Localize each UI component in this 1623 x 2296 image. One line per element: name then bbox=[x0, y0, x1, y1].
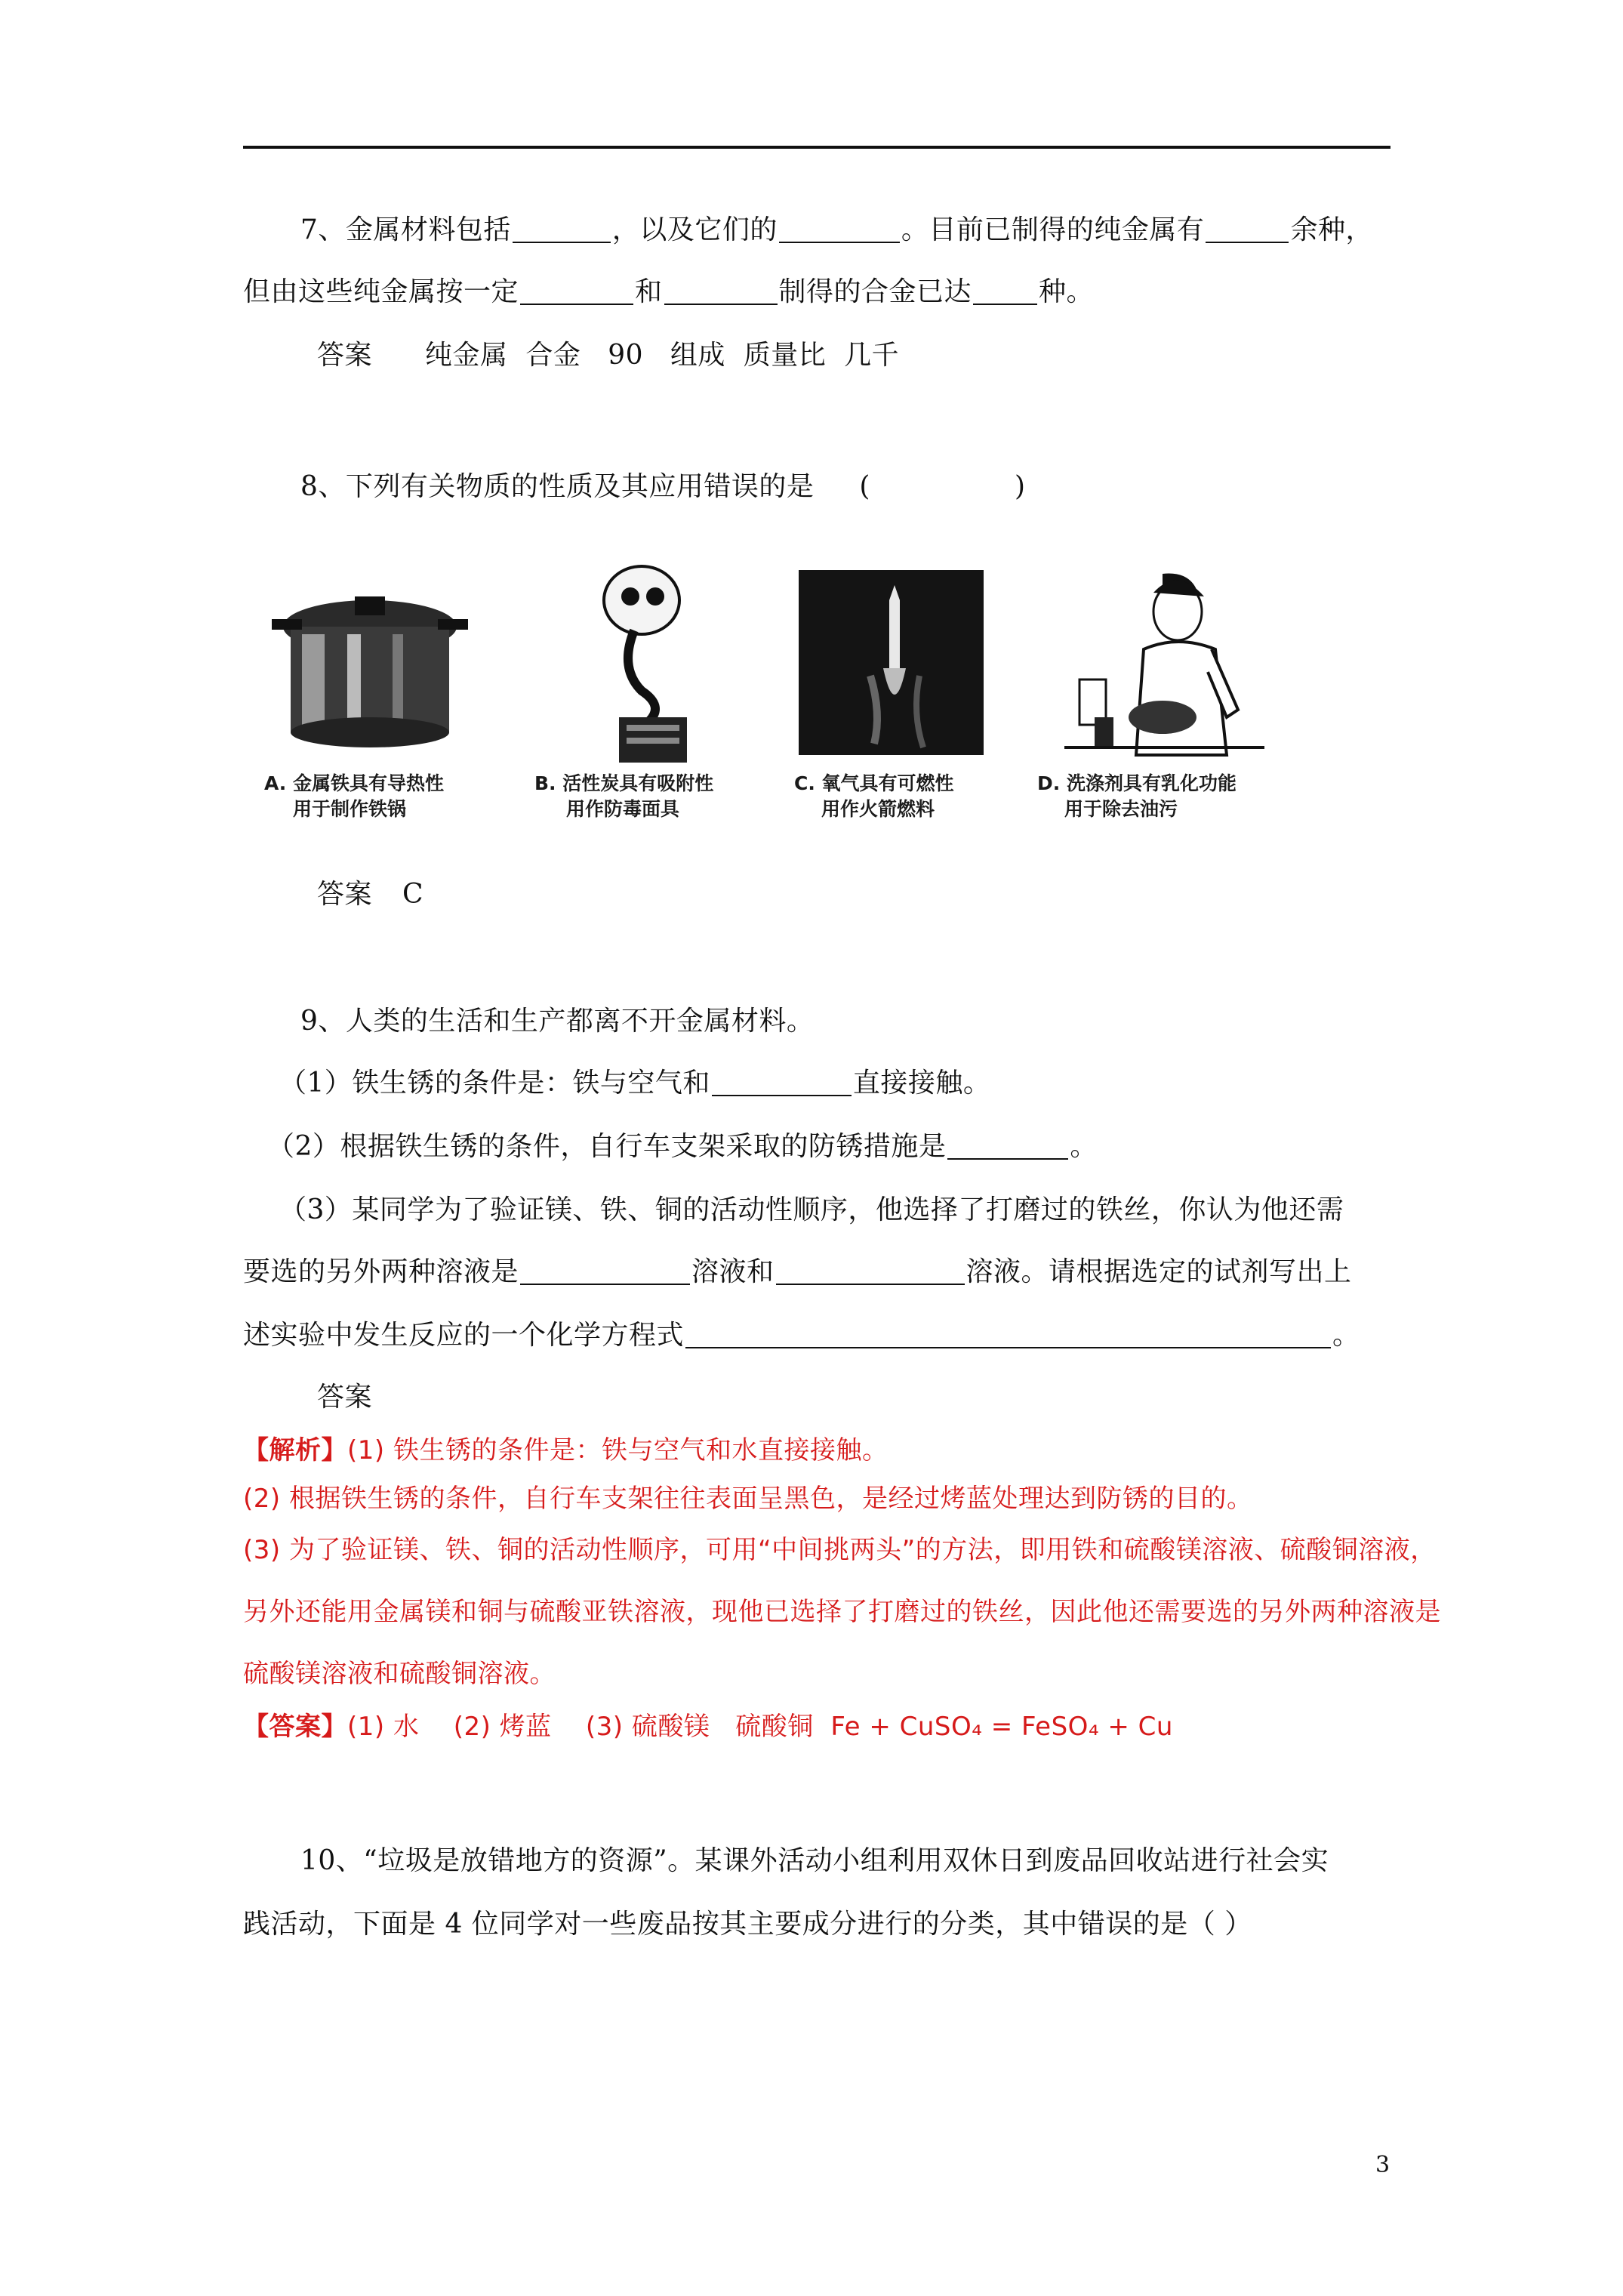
jiexi-tag: 【解析】 bbox=[243, 1435, 347, 1465]
answer-text: 纯金属 合金 90 组成 质量比 几千 bbox=[425, 340, 900, 371]
q9-text: （1）铁生锈的条件是：铁与空气和 bbox=[279, 1068, 710, 1099]
blank bbox=[513, 213, 611, 243]
q9-text: 要选的另外两种溶液是 bbox=[243, 1256, 519, 1287]
q7-text: 和 bbox=[635, 276, 663, 307]
blank bbox=[712, 1066, 852, 1096]
q9-text: 。 bbox=[1332, 1320, 1360, 1351]
q7-text: 制得的合金已达 bbox=[778, 276, 972, 307]
caption-c-line-2: 用作火箭燃料 bbox=[821, 798, 935, 820]
q8-answer bbox=[317, 876, 423, 914]
q7-text: 但由这些纯金属按一定 bbox=[243, 276, 519, 307]
caption-d-line-2: 用于除去油污 bbox=[1064, 798, 1178, 820]
q9-text: 溶液。请根据选定的试剂写出上 bbox=[965, 1256, 1352, 1287]
q9-part-3-line-3 bbox=[243, 1317, 1360, 1354]
caption-d-line-1: D. 洗涤剂具有乳化功能 bbox=[1037, 772, 1236, 794]
blank bbox=[664, 275, 778, 305]
q7-text: 7、金属材料包括 bbox=[300, 214, 511, 245]
q9-stem: 9、人类的生活和生产都离不开金属材料。 bbox=[300, 1006, 815, 1037]
q9-part-2 bbox=[267, 1128, 1098, 1166]
q9-part-1 bbox=[279, 1065, 990, 1102]
gas-mask-image bbox=[589, 562, 710, 763]
q10-line-2: 践活动，下面是 4 位同学对一些废品按其主要成分进行的分类，其中错误的是（ ） bbox=[243, 1909, 1252, 1940]
daan-tag: 【答案】 bbox=[243, 1712, 347, 1742]
q9-text: 直接接触。 bbox=[852, 1068, 991, 1099]
page-number: 3 bbox=[1375, 2152, 1390, 2178]
blank bbox=[520, 1255, 690, 1285]
q7-line-2 bbox=[243, 273, 1094, 311]
caption-b-line-2: 用作防毒面具 bbox=[566, 798, 680, 820]
blank bbox=[1206, 213, 1289, 243]
blank bbox=[776, 1255, 965, 1285]
q7-text: ，以及它们的 bbox=[611, 214, 778, 245]
q8-stem bbox=[300, 468, 1026, 506]
jiexi-line-1 bbox=[243, 1432, 888, 1469]
blank bbox=[520, 275, 633, 305]
caption-b-line-1: B. 活性炭具有吸附性 bbox=[534, 772, 714, 794]
q9-text: 。 bbox=[1070, 1131, 1098, 1162]
caption-a-line-1: A. 金属铁具有导热性 bbox=[264, 772, 445, 794]
blank bbox=[947, 1130, 1068, 1160]
q7-text: 种。 bbox=[1039, 276, 1095, 307]
header-rule bbox=[243, 146, 1390, 149]
answer-line bbox=[243, 1708, 1173, 1746]
q7-line-1 bbox=[300, 211, 1373, 249]
jiexi-line-2: (2) 根据铁生锈的条件，自行车支架往往表面呈黑色，是经过烤蓝处理达到防锈的目的。 bbox=[243, 1484, 1253, 1514]
blank bbox=[685, 1318, 1331, 1348]
washing-dishes-image bbox=[1064, 559, 1264, 759]
daan-text: (1) 水 (2) 烤蓝 (3) 硫酸镁 硫酸铜 Fe + CuSO₄ = FeSO₄ + Cu bbox=[347, 1712, 1173, 1742]
blank bbox=[973, 275, 1037, 305]
q8-text: 8、下列有关物质的性质及其应用错误的是 bbox=[300, 471, 815, 502]
pressure-cooker-image bbox=[272, 574, 468, 755]
caption-a-line-2: 用于制作铁锅 bbox=[293, 798, 407, 820]
answer-paren: ( ) bbox=[859, 471, 1026, 502]
jiexi-line-3: (3) 为了验证镁、铁、铜的活动性顺序，可用“中间挑两头”的方法，即用铁和硫酸镁溶液、硫酸铜溶液， bbox=[243, 1535, 1437, 1565]
jiexi-line-4: 另外还能用金属镁和铜与硫酸亚铁溶液，现他已选择了打磨过的铁丝，因此他还需要选的另外两种溶液是 bbox=[243, 1597, 1441, 1627]
q10-line-1: 10、“垃圾是放错地方的资源”。某课外活动小组利用双休日到废品回收站进行社会实 bbox=[300, 1845, 1329, 1876]
jiexi-line-5: 硫酸镁溶液和硫酸铜溶液。 bbox=[243, 1659, 556, 1689]
answer-label: 答案 bbox=[317, 340, 373, 371]
q7-answer bbox=[317, 337, 899, 374]
rocket-launch-image bbox=[799, 570, 984, 755]
q9-text: 溶液和 bbox=[691, 1256, 775, 1287]
q9-answer-label: 答案 bbox=[317, 1382, 373, 1413]
q9-text: （2）根据铁生锈的条件，自行车支架采取的防锈措施是 bbox=[267, 1131, 947, 1162]
answer-text: C bbox=[402, 879, 424, 910]
blank bbox=[779, 213, 900, 243]
q7-text: 。目前已制得的纯金属有 bbox=[901, 214, 1205, 245]
caption-c-line-1: C. 氧气具有可燃性 bbox=[794, 772, 954, 794]
q7-text: 余种， bbox=[1290, 214, 1373, 245]
jiexi-text: (1) 铁生锈的条件是：铁与空气和水直接接触。 bbox=[347, 1435, 888, 1465]
answer-label: 答案 bbox=[317, 879, 373, 910]
q9-part-3: （3）某同学为了验证镁、铁、铜的活动性顺序，他选择了打磨过的铁丝，你认为他还需 bbox=[279, 1194, 1344, 1225]
q9-part-3-line-2 bbox=[243, 1253, 1352, 1291]
q9-text: 述实验中发生反应的一个化学方程式 bbox=[243, 1320, 685, 1351]
